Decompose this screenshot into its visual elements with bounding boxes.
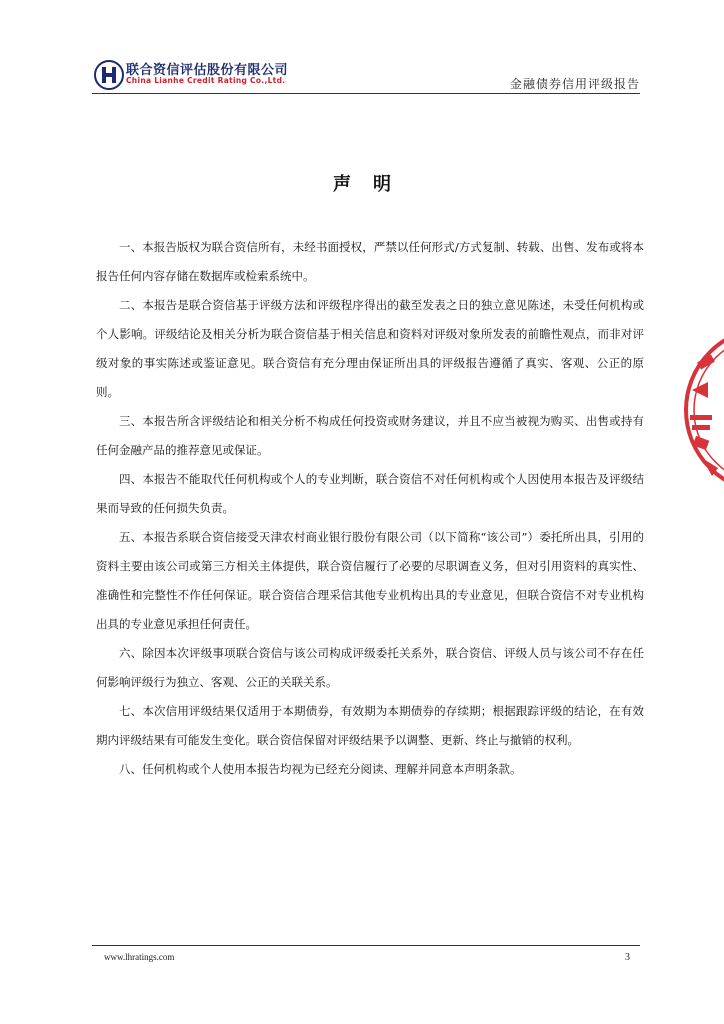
lianhe-logo-icon [94,60,124,90]
declaration-paragraph-6: 六、除因本次评级事项联合资信与该公司构成评级委托关系外，联合资信、评级人员与该公司不存在任何影响评级行为独立、客观、公正的关联关系。 [96,646,644,689]
report-type-label: 金融债券信用评级报告 [509,77,640,91]
company-name-cn: 联合资信评估股份有限公司 [126,63,289,78]
declaration-paragraph-5: 五、本报告系联合资信接受天津农村商业银行股份有限公司（以下简称“该公司”）委托所出具，引用的资料主要由该公司或第三方相关主体提供，联合资信履行了必要的尽职调查义务，但对引用资料的真实性、准确性和完整性不作任何保证。联合资信合理采信其他专业机构出具的专业意见，但联合资信不对专业机构出具的专业意见承担任何责任。 [96,530,644,631]
website-link[interactable]: www.lhratings.com [104,952,175,962]
declaration-body [96,233,644,784]
declaration-paragraph-4: 四、本报告不能取代任何机构或个人的专业判断，联合资信不对任何机构或个人因使用本报告及评级结果而导致的任何损失负责。 [96,472,644,515]
page-title: 声明 [333,174,413,195]
declaration-paragraph-8: 八、任何机构或个人使用本报告均视为已经充分阅读、理解并同意本声明条款。 [119,762,522,776]
red-seal-stamp [678,320,724,500]
declaration-paragraph-1: 一、本报告版权为联合资信所有，未经书面授权，严禁以任何形式/方式复制、转载、出售、发布或将本报告任何内容存储在数据库或检索系统中。 [96,240,644,283]
declaration-paragraph-7: 七、本次信用评级结果仅适用于本期债券，有效期为本期债券的存续期；根据跟踪评级的结论，在有效期内评级结果有可能发生变化。联合资信保留对评级结果予以调整、更新、终止与撤销的权利。 [96,704,644,747]
seal-icon [678,320,724,500]
header-divider [92,93,640,94]
page-number: 3 [625,952,630,963]
declaration-paragraph-3: 三、本报告所含评级结论和相关分析不构成任何投资或财务建议，并且不应当被视为购买、出售或持有任何金融产品的推荐意见或保证。 [96,414,644,457]
company-name-en: China Lianhe Credit Rating Co.,Ltd. [126,76,286,85]
declaration-paragraph-2: 二、本报告是联合资信基于评级方法和评级程序得出的截至发表之日的独立意见陈述，未受任何机构或个人影响。评级结论及相关分析为联合资信基于相关信息和资料对评级对象所发表的前瞻性观点，而非对评级对象的事实陈述或鉴证意见。联合资信有充分理由保证所出具的评级报告遵循了真实、客观、公正的原则。 [96,298,644,399]
footer-divider [92,945,640,946]
